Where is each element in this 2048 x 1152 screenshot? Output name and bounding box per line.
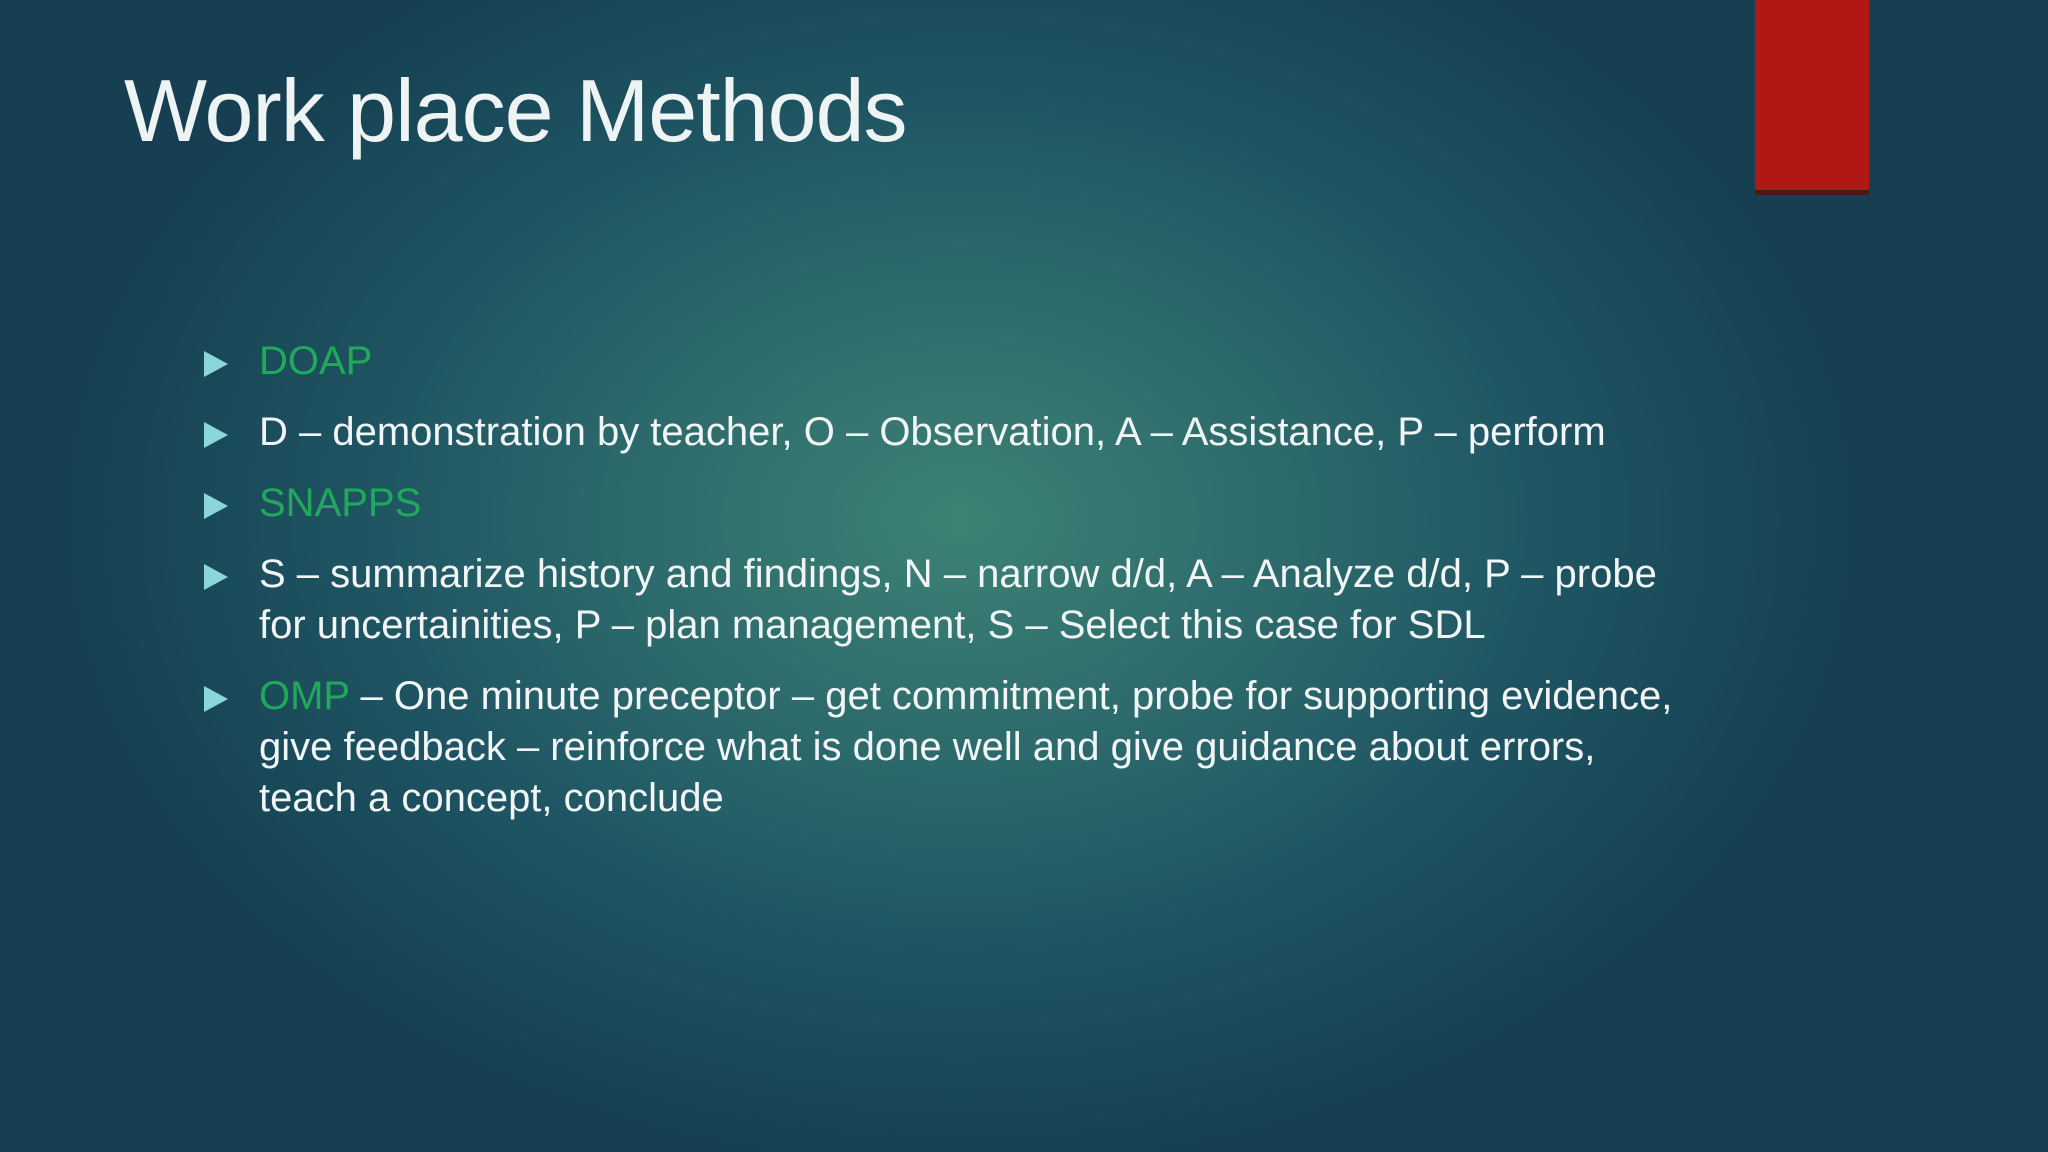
bullet-snapps-description [200,549,1680,651]
triangle-bullet-icon [204,686,228,712]
slide-title: Work place Methods [124,61,907,160]
bullet-highlight: DOAP [259,339,373,383]
accent-bar [1755,0,1869,190]
bullet-snapps-heading [200,478,1680,529]
bullet-list [200,336,1680,844]
triangle-bullet-icon [204,422,228,448]
bullet-text: – One minute preceptor – get commitment, probe for supporting evidence, give feedback – reinforce what is done well and give guidance about errors, teach a concept, conclude [259,674,1673,820]
triangle-bullet-icon [204,493,228,519]
triangle-bullet-icon [204,351,228,377]
bullet-omp [200,671,1680,824]
bullet-highlight: OMP [259,674,350,718]
bullet-highlight: SNAPPS [259,481,422,525]
bullet-doap-description [200,407,1680,458]
bullet-text: S – summarize history and findings, N – narrow d/d, A – Analyze d/d, P – probe for uncertainities, P – plan management, S – Select this case for SDL [259,552,1657,647]
triangle-bullet-icon [204,564,228,590]
bullet-doap-heading [200,336,1680,387]
bullet-text: D – demonstration by teacher, O – Observation, A – Assistance, P – perform [259,410,1606,454]
